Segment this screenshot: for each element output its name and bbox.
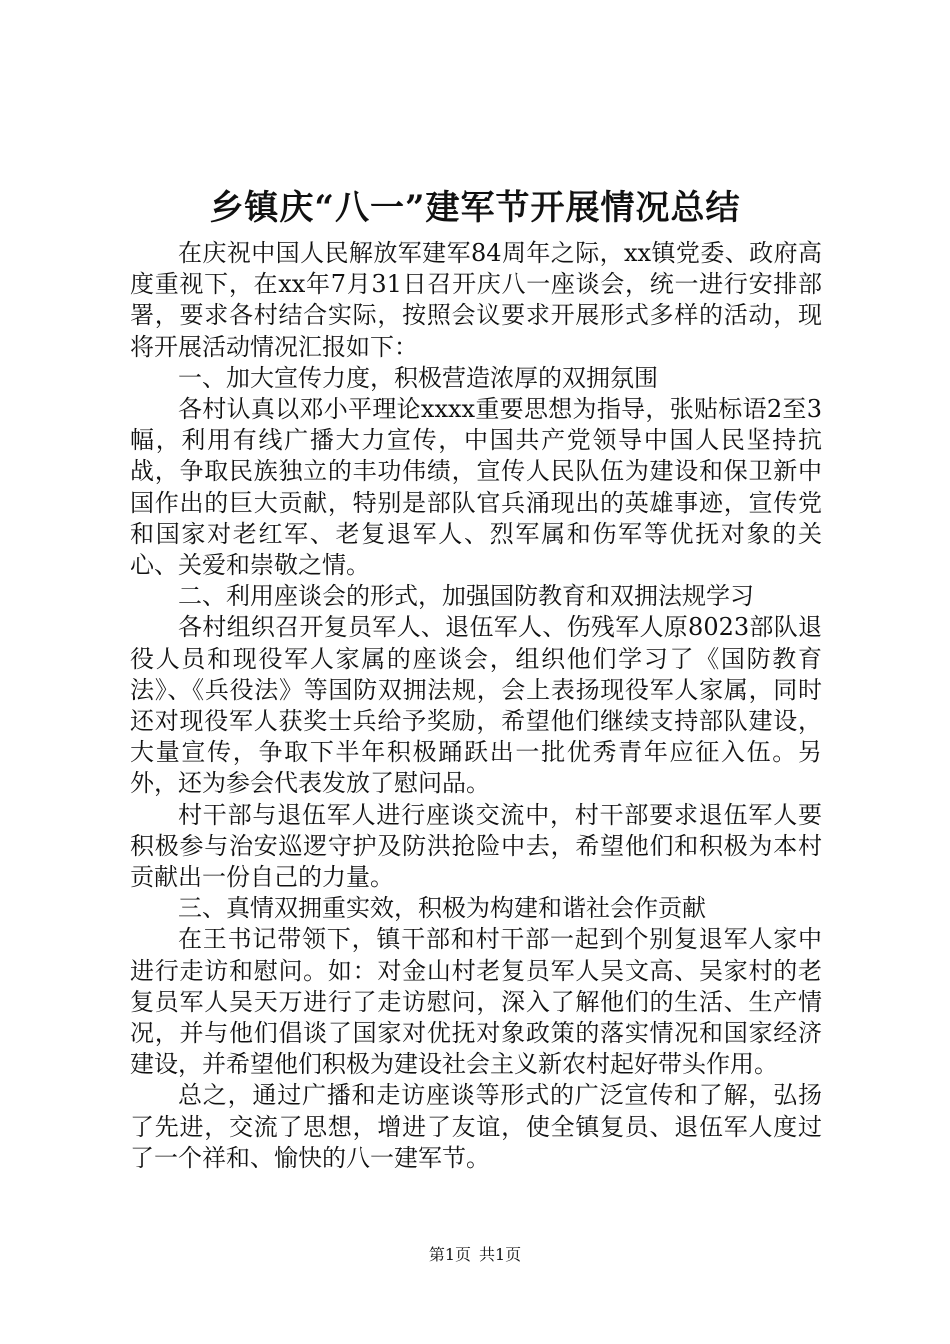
- paragraph-section-2b: 村干部与退伍军人进行座谈交流中，村干部要求退伍军人要积极参与治安巡逻守护及防洪抢险中去，希望他们和积极为本村贡献出一份自己的力量。: [130, 800, 822, 892]
- paragraph-section-3: 在王书记带领下，镇干部和村干部一起到个别复退军人家中进行走访和慰问。如：对金山村老复员军人吴文高、吴家村的老复员军人吴天万进行了走访慰问，深入了解他们的生活、生产情况，并与他们倡谈了国家对优抚对象政策的落实情况和国家经济建设，并希望他们积极为建设社会主义新农村起好带头作用。: [130, 925, 822, 1079]
- document-body: [130, 238, 822, 1174]
- section-heading-2: 二、利用座谈会的形式，加强国防教育和双拥法规学习: [178, 582, 754, 611]
- paragraph-section-2a: 各村组织召开复员军人、退伍军人、伤残军人原8023部队退役人员和现役军人家属的座谈会，组织他们学习了《国防教育法》、《兵役法》等国防双拥法规，会上表扬现役军人家属，同时还对现役军人获奖士兵给予奖励，希望他们继续支持部队建设，大量宣传，争取下半年积极踊跃出一批优秀青年应征入伍。另外，还为参会代表发放了慰问品。: [130, 613, 822, 798]
- section-heading-3: 三、真情双拥重实效，积极为构建和谐社会作贡献: [178, 894, 706, 923]
- page-total: 共1页: [479, 1245, 522, 1264]
- paragraph-section-1: 各村认真以邓小平理论xxxx重要思想为指导，张贴标语2至3幅，利用有线广播大力宣传，中国共产党领导中国人民坚持抗战，争取民族独立的丰功伟绩，宣传人民队伍为建设和保卫新中国作出的巨大贡献，特别是部队官兵涌现出的英雄事迹，宣传党和国家对老红军、老复退军人、烈军属和伤军等优抚对象的关心、关爱和崇敬之情。: [130, 395, 822, 580]
- page-footer: [0, 1244, 950, 1266]
- paragraph-conclusion: 总之，通过广播和走访座谈等形式的广泛宣传和了解，弘扬了先进，交流了思想，增进了友谊，使全镇复员、退伍军人度过了一个祥和、愉快的八一建军节。: [130, 1081, 822, 1172]
- paragraph-intro: 在庆祝中国人民解放军建军84周年之际，xx镇党委、政府高度重视下，在xx年7月31日召开庆八一座谈会，统一进行安排部署，要求各村结合实际，按照会议要求开展形式多样的活动，现将开展活动情况汇报如下：: [130, 239, 822, 361]
- document-title: 乡镇庆“八一”建军节开展情况总结: [209, 188, 741, 228]
- page-number: 第1页: [428, 1245, 471, 1264]
- section-heading-1: 一、加大宣传力度，积极营造浓厚的双拥氛围: [178, 363, 658, 392]
